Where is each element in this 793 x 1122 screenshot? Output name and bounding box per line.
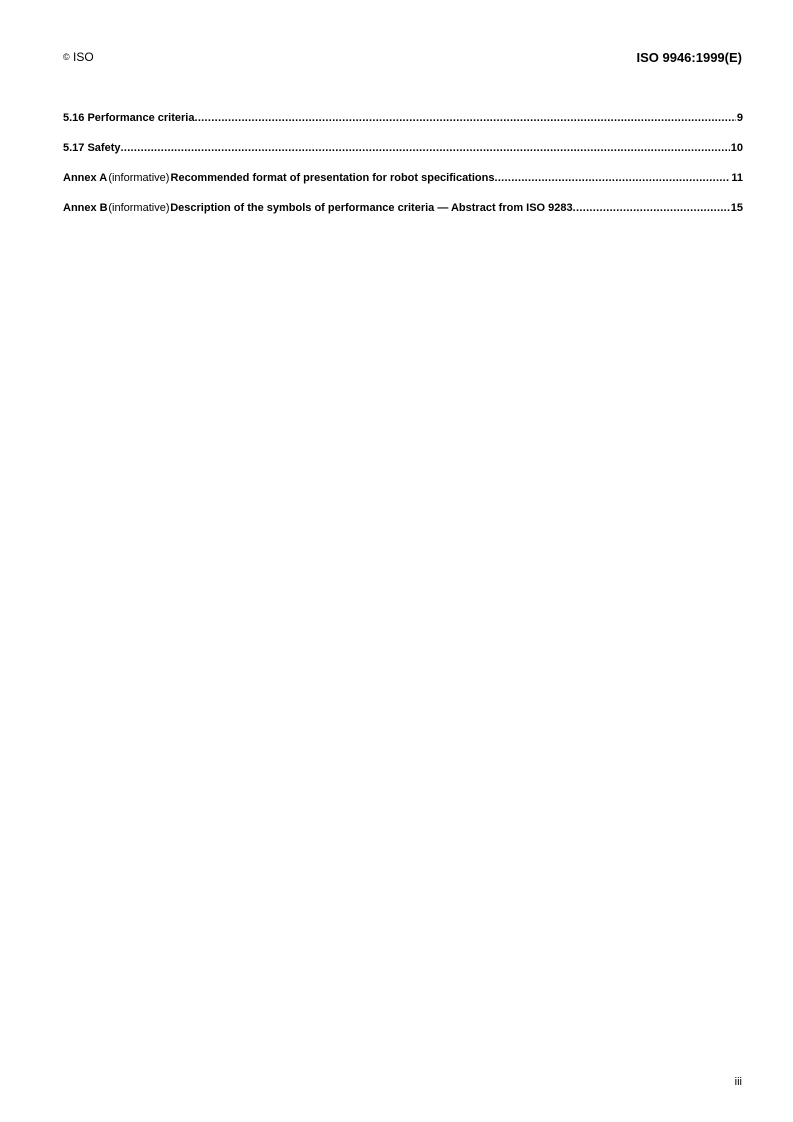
footer-page-number: iii bbox=[734, 1076, 742, 1088]
toc-entry-annex-a[interactable] bbox=[63, 171, 743, 185]
toc-page-number: 9 bbox=[736, 112, 743, 124]
toc-page-number: 15 bbox=[730, 202, 743, 214]
toc-entry-annex-b[interactable] bbox=[63, 201, 743, 215]
header-copyright bbox=[63, 50, 94, 64]
copyright-symbol: © bbox=[63, 52, 70, 62]
toc-entry-title: Recommended format of presentation for robot specifications bbox=[170, 172, 495, 184]
table-of-contents bbox=[63, 111, 743, 231]
toc-leader-dots bbox=[194, 111, 735, 125]
toc-entry-label: 5.17 Safety bbox=[63, 142, 121, 154]
toc-entry-5-16[interactable] bbox=[63, 111, 743, 125]
toc-leader-dots bbox=[573, 201, 730, 215]
toc-leader-dots bbox=[494, 171, 730, 185]
toc-entry-label: Annex A bbox=[63, 172, 108, 184]
toc-entry-title: Description of the symbols of performance criteria — Abstract from ISO 9283 bbox=[170, 202, 573, 214]
toc-entry-5-17[interactable] bbox=[63, 141, 743, 155]
toc-page-number: 10 bbox=[730, 142, 743, 154]
toc-page-number: 11 bbox=[731, 172, 743, 184]
toc-entry-label: 5.16 Performance criteria bbox=[63, 112, 195, 124]
toc-entry-qualifier: (informative) bbox=[108, 172, 170, 184]
toc-entry-qualifier: (informative) bbox=[108, 202, 170, 214]
toc-entry-label: Annex B bbox=[63, 202, 108, 214]
toc-leader-dots bbox=[120, 141, 729, 155]
header-organization: ISO bbox=[72, 50, 94, 64]
header-document-id: ISO 9946:1999(E) bbox=[636, 50, 742, 65]
